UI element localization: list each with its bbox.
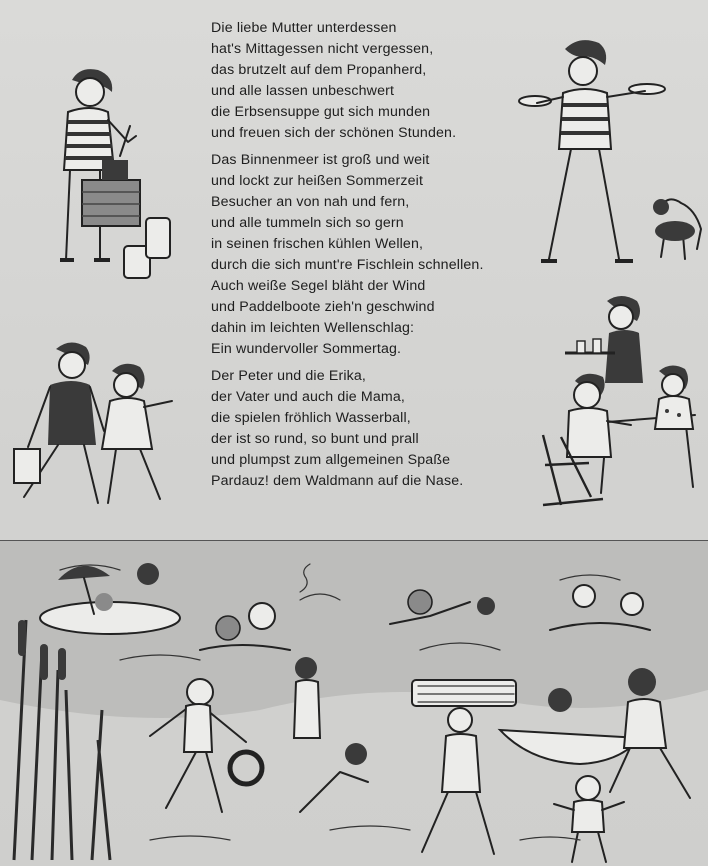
poem-line: das brutzelt auf dem Propanherd, bbox=[211, 62, 427, 78]
family-at-camping-table-illustration bbox=[535, 295, 707, 520]
poem-line: der ist so rund, so bunt und prall bbox=[211, 431, 419, 447]
beach-and-lake-swimmers-illustration bbox=[0, 540, 708, 866]
poem-line: Besucher an von nah und fern, bbox=[211, 194, 410, 210]
poem-line: und lockt zur heißen Sommerzeit bbox=[211, 173, 424, 189]
poem-line: und plumpst zum allgemeinen Spaße bbox=[211, 452, 451, 468]
poem-line: und Paddelboote zieh'n geschwind bbox=[211, 299, 435, 315]
mother-cooking-on-stove-illustration bbox=[20, 60, 180, 285]
poem-line: in seinen frischen kühlen Wellen, bbox=[211, 236, 424, 252]
poem-line: und alle lassen unbeschwert bbox=[211, 83, 395, 99]
poem-text bbox=[211, 18, 541, 498]
poem-line: und alle tummeln sich so gern bbox=[211, 215, 404, 231]
poem-stanza-1 bbox=[211, 18, 541, 144]
poem-line: dahin im leichten Wellenschlag: bbox=[211, 320, 415, 336]
poem-line: Die liebe Mutter unterdessen bbox=[211, 20, 397, 36]
poem-line: Pardauz! dem Waldmann auf die Nase. bbox=[211, 473, 464, 489]
children-walking-with-bucket-illustration bbox=[0, 335, 180, 515]
poem-line: Ein wundervoller Sommertag. bbox=[211, 341, 402, 357]
poem-stanza-2 bbox=[211, 150, 541, 360]
girl-carrying-plates-with-dog-illustration bbox=[515, 35, 705, 280]
poem-line: Auch weiße Segel bläht der Wind bbox=[211, 278, 426, 294]
poem-line: durch die sich munt're Fischlein schnellen. bbox=[211, 257, 484, 273]
poem-line: Das Binnenmeer ist groß und weit bbox=[211, 152, 430, 168]
poem-line: Der Peter und die Erika, bbox=[211, 368, 367, 384]
poem-line: die Erbsensuppe gut sich munden bbox=[211, 104, 431, 120]
poem-line: der Vater und auch die Mama, bbox=[211, 389, 405, 405]
poem-line: die spielen fröhlich Wasserball, bbox=[211, 410, 411, 426]
poem-line: und freuen sich der schönen Stunden. bbox=[211, 125, 457, 141]
poem-line: hat's Mittagessen nicht vergessen, bbox=[211, 41, 434, 57]
poem-stanza-3 bbox=[211, 366, 541, 492]
